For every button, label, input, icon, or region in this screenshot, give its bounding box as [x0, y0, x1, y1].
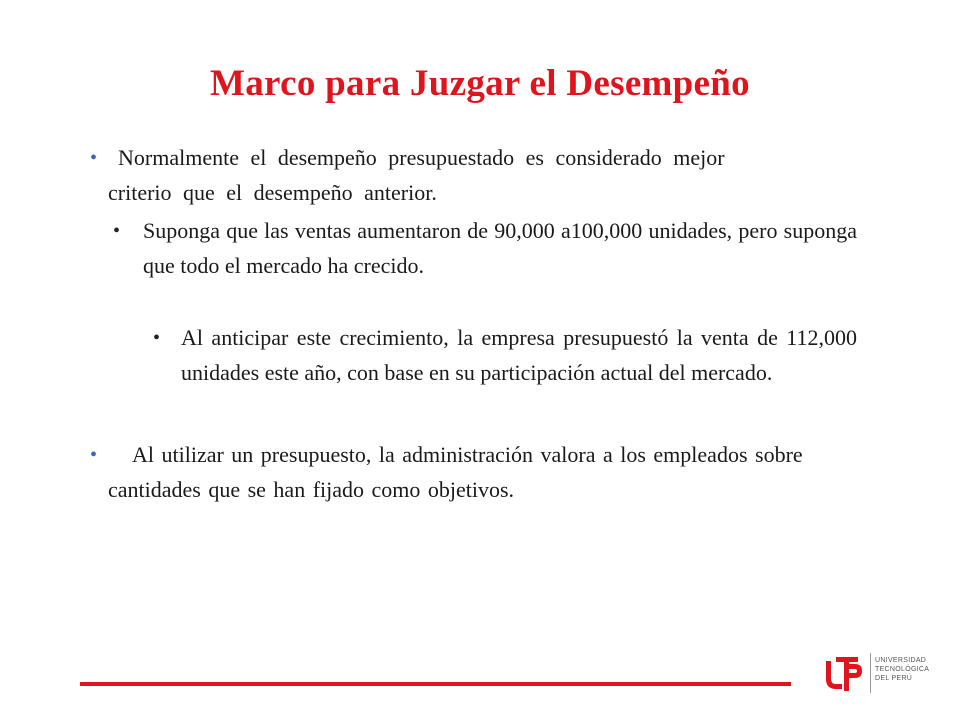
- logo-divider: [870, 653, 871, 693]
- logo-wordmark: [875, 656, 929, 683]
- bullet-marker: •: [90, 147, 98, 169]
- logo-line-2: TECNOLÓGICA: [875, 666, 930, 673]
- bullet-text: Suponga que las ventas aumentaron de 90,000 a100,000 unidades, pero suponga que todo el mercado ha crecido.: [143, 218, 857, 278]
- logo-line-3: DEL PERÚ: [875, 675, 913, 682]
- footer-divider-line: [80, 682, 791, 686]
- slide-title: Marco para Juzgar el Desempeño: [210, 63, 750, 104]
- bullet-item-1: [90, 140, 758, 210]
- bullet-marker: •: [113, 220, 121, 242]
- utp-logo-icon: [822, 651, 866, 695]
- bullet-text: Normalmente el desempeño presupuestado es considerado mejor criterio que el desempeño anterior.: [108, 145, 725, 205]
- bullet-text: Al utilizar un presupuesto, la administración valora a los empleados sobre cantidades que se han fijado como objetivos.: [108, 442, 803, 502]
- bullet-marker: •: [153, 327, 161, 349]
- utp-logo: [822, 651, 942, 695]
- logo-line-1: UNIVERSIDAD: [875, 657, 927, 664]
- bullet-marker: •: [90, 444, 98, 466]
- bullet-item-2: [113, 213, 857, 283]
- bullet-item-4: [90, 437, 808, 507]
- bullet-item-3: [153, 320, 857, 390]
- bullet-text: Al anticipar este crecimiento, la empresa presupuestó la venta de 112,000 unidades este año, con base en su participación actual del mercado.: [181, 325, 857, 385]
